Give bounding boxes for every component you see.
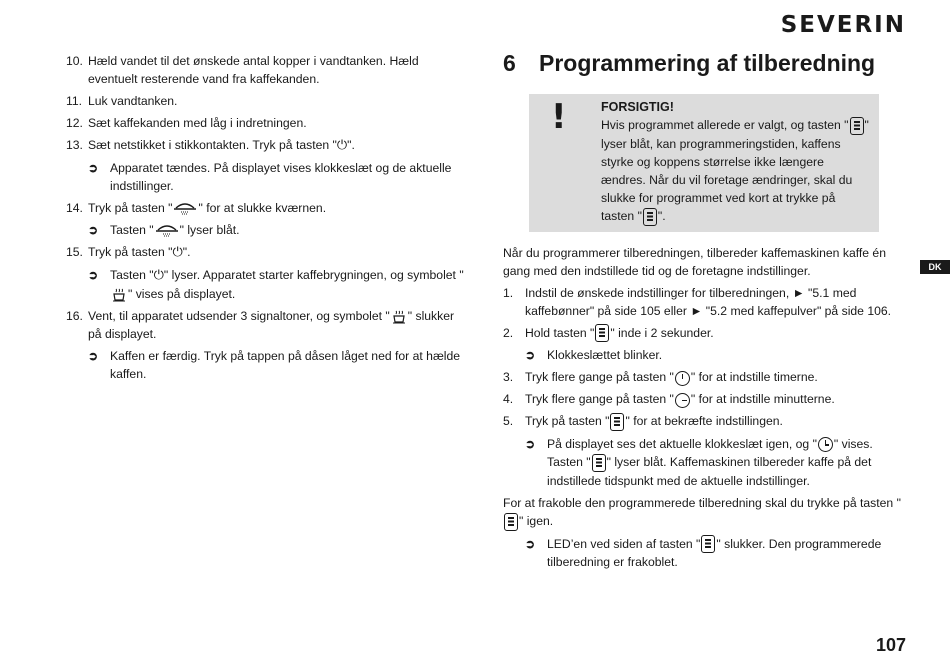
section-number: 6: [503, 50, 516, 76]
result-16: [88, 347, 466, 383]
power-icon: ⏻: [336, 138, 348, 153]
step-text: Tryk flere gange på tasten ": [525, 370, 674, 385]
intro-paragraph: Når du programmerer tilberedningen, tilbereder kaffemaskinen kaffe én gang med den indstillede tid og de foretagne indstillinger.: [503, 245, 886, 278]
result-text: Kaffen er færdig. Tryk på tappen på dåsen låget ned for at hælde kaffen.: [110, 349, 461, 381]
step-1: [503, 284, 908, 320]
result-arrow-icon: ➲: [88, 161, 99, 175]
result-text: " slukker. Den programmerede tilberedning er frakoblet.: [547, 536, 882, 570]
result-text: " vises på displayet.: [128, 287, 236, 301]
result-text: " lyser blåt.: [179, 223, 240, 237]
result-arrow-icon: ➲: [88, 268, 99, 282]
step-13: [66, 136, 466, 155]
result-text: Tasten ": [110, 223, 154, 237]
hour-key-icon: [675, 371, 690, 386]
step-number: 1.: [503, 285, 514, 300]
step-text: Tryk på tasten ": [88, 201, 173, 215]
result-text: LED’en ved siden af tasten ": [547, 536, 701, 551]
result-text: Apparatet tændes. På displayet vises klokkeslæt og de aktuelle indstillinger.: [110, 161, 452, 193]
grinder-off-icon: [155, 224, 179, 238]
step-text: " for at bekræfte indstillingen.: [625, 414, 783, 429]
step-number: 11.: [66, 94, 83, 108]
brand-logo: SEVERIN: [780, 12, 906, 38]
step-text: " for at slukke kværnen.: [198, 201, 327, 215]
step-text: Hold tasten ": [525, 325, 595, 340]
step-number: 2.: [503, 325, 514, 340]
result-15: [88, 266, 466, 303]
result-text: " lyser. Apparatet starter kaffebrygningen, og symbolet ": [163, 268, 464, 282]
step-text: Sæt kaffekanden med låg i indretningen.: [88, 116, 307, 130]
menu-key-icon: [592, 454, 606, 472]
menu-key-icon: [643, 208, 657, 226]
section-title: Programmering af tilberedning: [539, 50, 876, 76]
warning-box: [529, 94, 879, 232]
step-3: [503, 368, 908, 386]
step-number: 13.: [66, 138, 83, 152]
step-number: 4.: [503, 392, 514, 407]
result-arrow-icon: ➲: [88, 223, 99, 237]
menu-key-icon: [850, 117, 864, 135]
warning-text-part: Hvis programmet allerede er valgt, og tasten ": [601, 118, 849, 132]
menu-key-icon: [701, 535, 715, 553]
warning-text-part: ".: [657, 208, 666, 223]
power-icon: ⏻: [172, 245, 183, 260]
step-text: Tryk på tasten ": [88, 245, 173, 259]
step-text: " inde i 2 sekunder.: [610, 325, 714, 340]
step-text: Sæt netstikket i stikkontakten. Tryk på tasten ": [88, 138, 337, 152]
right-column: [503, 48, 908, 575]
step-text: ".: [347, 138, 355, 152]
warning-title: FORSIGTIG!: [601, 100, 674, 114]
step-12: [66, 114, 466, 132]
page-number: 107: [875, 635, 906, 655]
menu-key-icon: [504, 513, 518, 531]
step-5: [503, 412, 908, 431]
step-text: Tryk flere gange på tasten ": [525, 392, 674, 407]
result-text: Klokkeslættet blinker.: [547, 348, 663, 363]
step-11: [66, 92, 466, 110]
step-text: ".: [182, 245, 191, 259]
step-number: 3.: [503, 370, 514, 385]
clock-icon: [818, 437, 833, 452]
step-number: 14.: [66, 201, 83, 215]
step-10: [66, 52, 466, 88]
grinder-off-icon: [173, 202, 197, 216]
brewing-cup-icon: [111, 288, 127, 302]
result-2: [525, 346, 908, 364]
step-text: Tryk på tasten ": [525, 414, 610, 429]
step-number: 10.: [66, 54, 83, 68]
step-number: 5.: [503, 414, 514, 429]
result-arrow-icon: ➲: [88, 349, 99, 363]
result-cancel: [525, 535, 908, 572]
result-5: [525, 435, 908, 490]
step-16: [66, 307, 466, 343]
step-text: Indstil de ønskede indstillinger for tilberedningen, ► "5.1 med kaffebønner" på side 105 eller ► "5.2 med kaffepulver" på side 106.: [525, 285, 892, 318]
menu-key-icon: [610, 413, 624, 431]
result-text: " lyser blåt. Kaffemaskinen tilbereder kaffe på det indstillede tidspunkt med de aktuelle indstillinger.: [547, 455, 872, 488]
step-text: " for at indstille minutterne.: [690, 392, 835, 407]
step-2: [503, 324, 908, 343]
left-column: [66, 52, 466, 387]
result-14: [88, 221, 466, 239]
step-4: [503, 390, 908, 408]
step-number: 15.: [66, 245, 83, 259]
result-arrow-icon: ➲: [525, 536, 536, 551]
minute-key-icon: [675, 393, 690, 408]
menu-key-icon: [595, 324, 609, 342]
step-14: [66, 199, 466, 217]
step-text: Luk vandtanken.: [88, 94, 178, 108]
result-text: På displayet ses det aktuelle klokkeslæt igen, og ": [547, 437, 817, 452]
step-text: " slukker på displayet.: [88, 309, 455, 341]
power-icon: ⏻: [153, 268, 164, 283]
paragraph-text: " igen.: [519, 513, 554, 528]
result-text: Tasten ": [110, 268, 154, 282]
step-text: " for at indstille timerne.: [690, 370, 818, 385]
paragraph-text: For at frakoble den programmerede tilberedning skal du trykke på tasten ": [503, 495, 901, 510]
warning-text-part: " lyser blåt, kan programmeringstiden, kaffens styrke og koppens størrelse ikke længere ændres. Når du vil foretage ændringer, skal du slukke for programmet ved kort at trykke på tasten ": [601, 118, 869, 223]
result-arrow-icon: ➲: [525, 437, 536, 452]
step-15: [66, 243, 466, 262]
step-number: 16.: [66, 309, 83, 323]
warning-text: [601, 116, 871, 226]
step-text: Vent, til apparatet udsender 3 signaltoner, og symbolet ": [88, 309, 390, 323]
section-heading: [503, 48, 908, 78]
language-tab: DK: [920, 260, 950, 274]
step-number: 12.: [66, 116, 83, 130]
cancel-paragraph: [503, 494, 908, 531]
result-arrow-icon: ➲: [525, 348, 536, 363]
step-text: Hæld vandet til det ønskede antal kopper i vandtanken. Hæld eventuelt resterende vand fra kaffekanden.: [88, 54, 419, 86]
exclamation-icon: !: [551, 97, 567, 137]
result-13: [88, 159, 466, 195]
result-text: " vises. Tasten ": [547, 437, 873, 470]
brewing-cup-icon: [391, 310, 407, 324]
